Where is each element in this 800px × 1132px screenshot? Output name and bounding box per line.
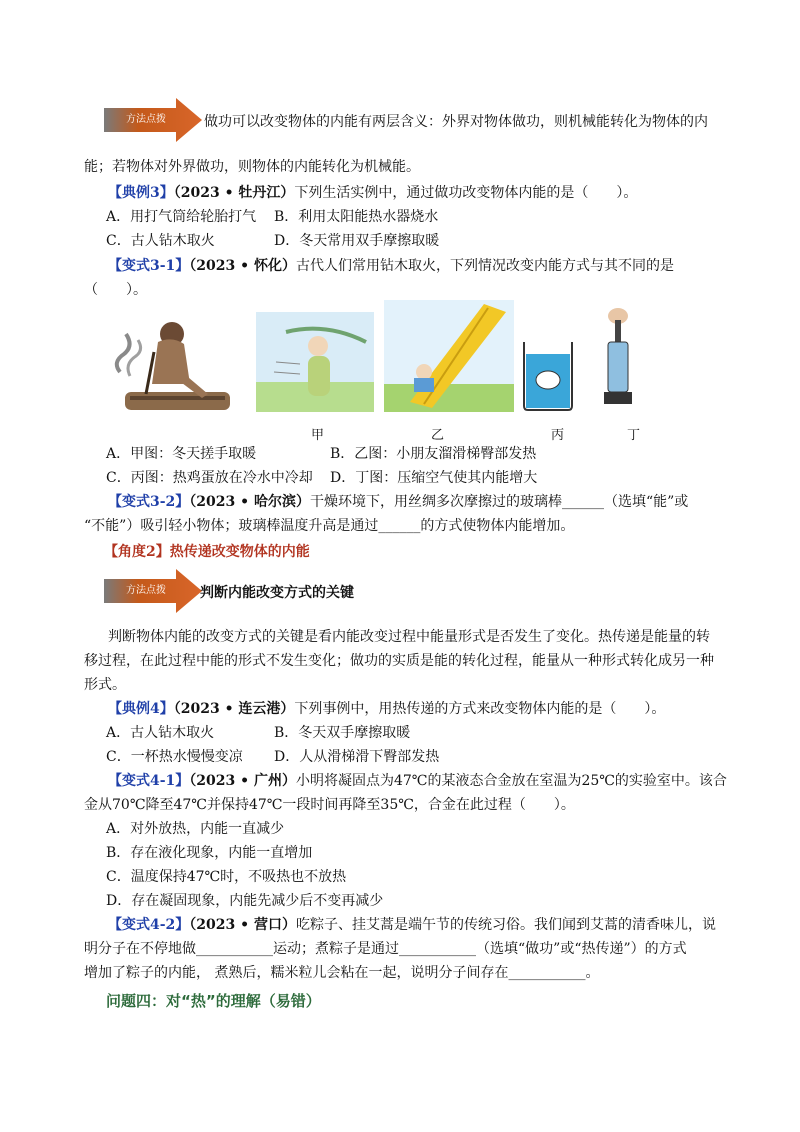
option-c: C．丙图：热鸡蛋放在冷水中冷却 [106,470,313,486]
option-a: A．古人钻木取火 [106,725,215,741]
variant4-2-line2: 明分子在不停地做___________运动；煮粽子是通过___________（选填“做功”或“热传递”）的方式 [84,941,687,957]
method-tip-label: 方法点拨 [126,585,166,596]
beaker-image [520,340,576,412]
variant3-2-line1 [108,492,688,512]
example4-question [108,699,665,719]
option-b: B．利用太阳能热水器烧水 [274,209,439,225]
option-b: B．乙图：小朋友溜滑梯臀部发热 [330,446,537,462]
variant-tag: 【变式3-2】 [108,494,190,510]
option-d: D．人从滑梯滑下臀部发热 [274,749,440,765]
rubbing-hands-image [256,312,374,412]
method-tip-label: 方法点拨 [126,114,166,125]
option-d: D．冬天常用双手摩擦取暖 [274,233,440,249]
variant-source: （2023 • 哈尔滨） [189,494,310,510]
problem4-heading: 问题四：对“热”的理解（易错） [106,992,321,1010]
option-b: B．存在液化现象，内能一直增加 [106,845,313,861]
variant3-1-question-end: （ ）。 [84,282,147,298]
method-tip-badge [104,98,204,142]
tip2-title: 判断内能改变方式的关键 [200,585,354,601]
variant3-2-line2: “不能”）吸引轻小物体；玻璃棒温度升高是通过______的方式使物体内能增加。 [84,518,575,534]
question-text: 古代人们常用钻木取火，下列情况改变内能方式与其不同的是 [295,258,674,274]
variant-source: （2023 • 营口） [189,917,296,933]
question-text: 下列事例中，用热传递的方式来改变物体内能的是（ ）。 [294,701,666,717]
example3-question [108,183,637,203]
question-text: 下列生活实例中，通过做功改变物体内能的是（ ）。 [294,185,638,201]
caption-jia: 甲 [311,428,325,443]
variant4-1-line2: 金从70℃降至47℃并保持47℃一段时间再降至35℃，合金在此过程（ ）。 [84,797,575,813]
caption-bing: 丙 [551,428,565,443]
tip1-line1: 做功可以改变物体的内能有两层含义：外界对物体做功，则机械能转化为物体的内 [204,114,708,130]
example-source: （2023 • 连云港） [173,701,295,717]
air-pump-image [596,302,644,412]
variant4-1-line1 [108,771,727,791]
variant-tag: 【变式4-1】 [108,773,190,789]
variant4-2-line3: 增加了粽子的内能， 煮熟后，糯米粒儿会粘在一起，说明分子间存在___________。 [84,965,600,981]
variant-source: （2023 • 怀化） [189,258,296,274]
option-a: A．甲图：冬天搓手取暖 [106,446,257,462]
option-d: D．存在凝固现象，内能先减少后不变再减少 [106,893,384,909]
drilling-fire-image [110,312,235,417]
tip2-line2: 移过程，在此过程中能的形式不发生变化；做功的实质是能的转化过程，能量从一种形式转化成另一种 [84,653,714,669]
variant-source: （2023 • 广州） [189,773,296,789]
caption-yi: 乙 [431,428,445,443]
example-source: （2023 • 牡丹江） [173,185,295,201]
angle2-heading: 【角度2】热传递改变物体的内能 [104,544,310,560]
slide-image [384,300,514,412]
option-d: D．丁图：压缩空气使其内能增大 [330,470,538,486]
example-tag: 【典例3】 [108,185,174,201]
option-a: A．对外放热，内能一直减少 [106,821,285,837]
variant3-1-question [108,256,674,276]
option-a: A．用打气筒给轮胎打气 [106,209,257,225]
option-c: C．一杯热水慢慢变凉 [106,749,243,765]
question-text: 干燥环境下，用丝绸多次摩擦过的玻璃棒______（选填“能”或 [309,494,689,510]
tip2-line1: 判断物体内能的改变方式的关键是看内能改变过程中能量形式是否发生了变化。热传递是能量的转 [108,629,710,645]
option-c: C．温度保持47℃时，不吸热也不放热 [106,869,347,885]
variant4-2-line1 [108,915,716,935]
method-tip-badge [104,569,204,613]
variant-tag: 【变式4-2】 [108,917,190,933]
tip1-line2: 能；若物体对外界做功，则物体的内能转化为机械能。 [84,159,420,175]
question-text: 小明将凝固点为47℃的某液态合金放在室温为25℃的实验室中。该合 [295,773,727,789]
caption-ding: 丁 [627,428,641,443]
question-text: 吃粽子、挂艾蒿是端午节的传统习俗。我们闻到艾蒿的清香味儿，说 [295,917,716,933]
option-c: C．古人钻木取火 [106,233,215,249]
example-tag: 【典例4】 [108,701,174,717]
variant-tag: 【变式3-1】 [108,258,190,274]
tip2-line3: 形式。 [84,677,126,693]
option-b: B．冬天双手摩擦取暖 [274,725,411,741]
